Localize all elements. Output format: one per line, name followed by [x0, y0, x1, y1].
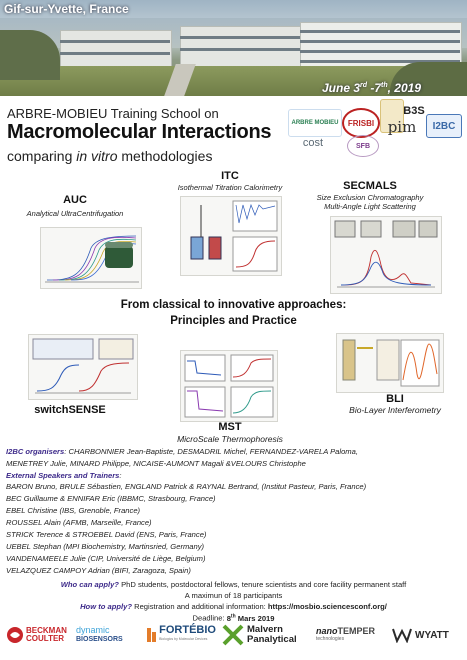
dynamic-biosensors-logo: dynamic BIOSENSORS	[76, 625, 123, 643]
tagline-line-1: From classical to innovative approaches:	[120, 299, 347, 311]
bli-figure	[336, 333, 444, 393]
school-label: ARBRE-MOBIEU Training School on	[7, 106, 219, 121]
bli-subtitle: Bio-Layer Interferometry	[349, 405, 441, 415]
speaker-line: UEBEL Stephan (MPI Biochemistry, Martinsried, Germany)	[6, 542, 205, 551]
itc-subtitle: Isothermal Titration Calorimetry	[177, 183, 283, 192]
auc-title: AUC	[63, 194, 87, 206]
beckman-icon	[6, 626, 24, 644]
frisbi-logo: FRISBI	[342, 108, 380, 138]
beckman-coulter-logo: BECKMAN COULTER	[6, 622, 70, 648]
wyatt-logo: WYATT	[392, 622, 462, 648]
b3s-logo: B3S	[403, 105, 425, 117]
speaker-line: VANDENAMEELE Julie (CIP, Université de Liège, Belgium)	[6, 554, 206, 563]
i2bc-logo: I2BC	[426, 114, 462, 138]
secmals-subtitle-1: Size Exclusion Chromatography	[316, 193, 424, 202]
wyatt-icon	[392, 627, 412, 643]
participants-max: A maximun of 18 participants	[184, 591, 283, 600]
bli-title: BLI	[386, 393, 404, 405]
secmals-title: SECMALS	[343, 180, 397, 192]
fortebio-icon	[146, 626, 157, 644]
tagline	[0, 297, 467, 329]
organisers-label: I2BC organisers	[6, 447, 65, 456]
secmals-subtitle-2: Multi-Angle Light Scattering	[324, 202, 416, 211]
speaker-line: BEC Guillaume & ENNIFAR Eric (IBBMC, Strasbourg, France)	[6, 494, 216, 503]
speakers-heading: External Speakers and Trainers:	[6, 471, 122, 480]
nanotemper-logo: nanoTEMPER technologies	[316, 626, 376, 642]
malvern-icon	[222, 624, 244, 646]
speaker-line: EBEL Christine (IBS, Grenoble, France)	[6, 506, 141, 515]
organisers-line-1: I2BC organisers: CHARBONNIER Jean-Baptiste, DESMADRIL Michel, FERNANDEZ-VARELA Paloma,	[6, 447, 358, 456]
speaker-line: BARON Bruno, BRULE Sébastien, ENGLAND Patrick & RAYNAL Bertrand, (Institut Pasteur, Paris, France)	[6, 482, 367, 491]
speaker-line: STRICK Terence & STROEBEL David (ENS, Paris, France)	[6, 530, 207, 539]
itc-title: ITC	[221, 170, 239, 182]
auc-subtitle: Analytical UltraCentrifugation	[26, 209, 124, 218]
tagline-line-2: Principles and Practice	[170, 315, 297, 327]
switchsense-title: switchSENSE	[34, 404, 106, 416]
secmals-figure	[330, 216, 442, 294]
deadline: Deadline: 8th Mars 2019	[192, 613, 275, 623]
how-to-apply: How to apply? Registration and additional information: https://mosbio.sciencesconf.org/	[80, 602, 387, 611]
mst-subtitle: MicroScale Thermophoresis	[177, 434, 283, 444]
speaker-line: VELAZQUEZ CAMPOY Adrian (BIFI, Zaragoza, Spain)	[6, 566, 191, 575]
event-dates: June 3rd -7th, 2019	[322, 81, 422, 95]
fortebio-logo: FORTÉBIO Biologics by Molecular Devices	[146, 622, 216, 648]
sfb-logo: SFB	[347, 135, 379, 157]
organisers-line-2: MENETREY Julie, MINARD Philippe, NICAISE-AUMONT Magali &VELOURS Christophe	[6, 459, 306, 468]
speaker-line: ROUSSEL Alain (AFMB, Marseille, France)	[6, 518, 152, 527]
cost-logo: cost	[302, 137, 324, 149]
arbre-mobieu-logo: ARBRE MOBIEU	[288, 109, 342, 137]
mst-figure	[180, 350, 278, 422]
city-label: Gif-sur-Yvette, France	[4, 2, 129, 16]
banner-photo	[0, 0, 467, 96]
mst-title: MST	[218, 421, 242, 433]
subtitle: comparing in vitro methodologies	[7, 148, 213, 164]
registration-link[interactable]: https://mosbio.sciencesconf.org/	[267, 602, 387, 611]
malvern-panalytical-logo: Malvern Panalytical	[222, 622, 304, 648]
pim-logo: pim	[387, 118, 417, 136]
page-title: Macromolecular Interactions	[7, 121, 272, 143]
switchsense-figure	[28, 334, 138, 400]
auc-figure	[40, 227, 142, 289]
speakers-label: External Speakers and Trainers	[6, 471, 120, 480]
itc-figure	[180, 196, 282, 276]
who-can-apply: Who can apply? PhD students, postdoctoral fellows, tenure scientists and core facility permanent staff	[60, 580, 407, 589]
